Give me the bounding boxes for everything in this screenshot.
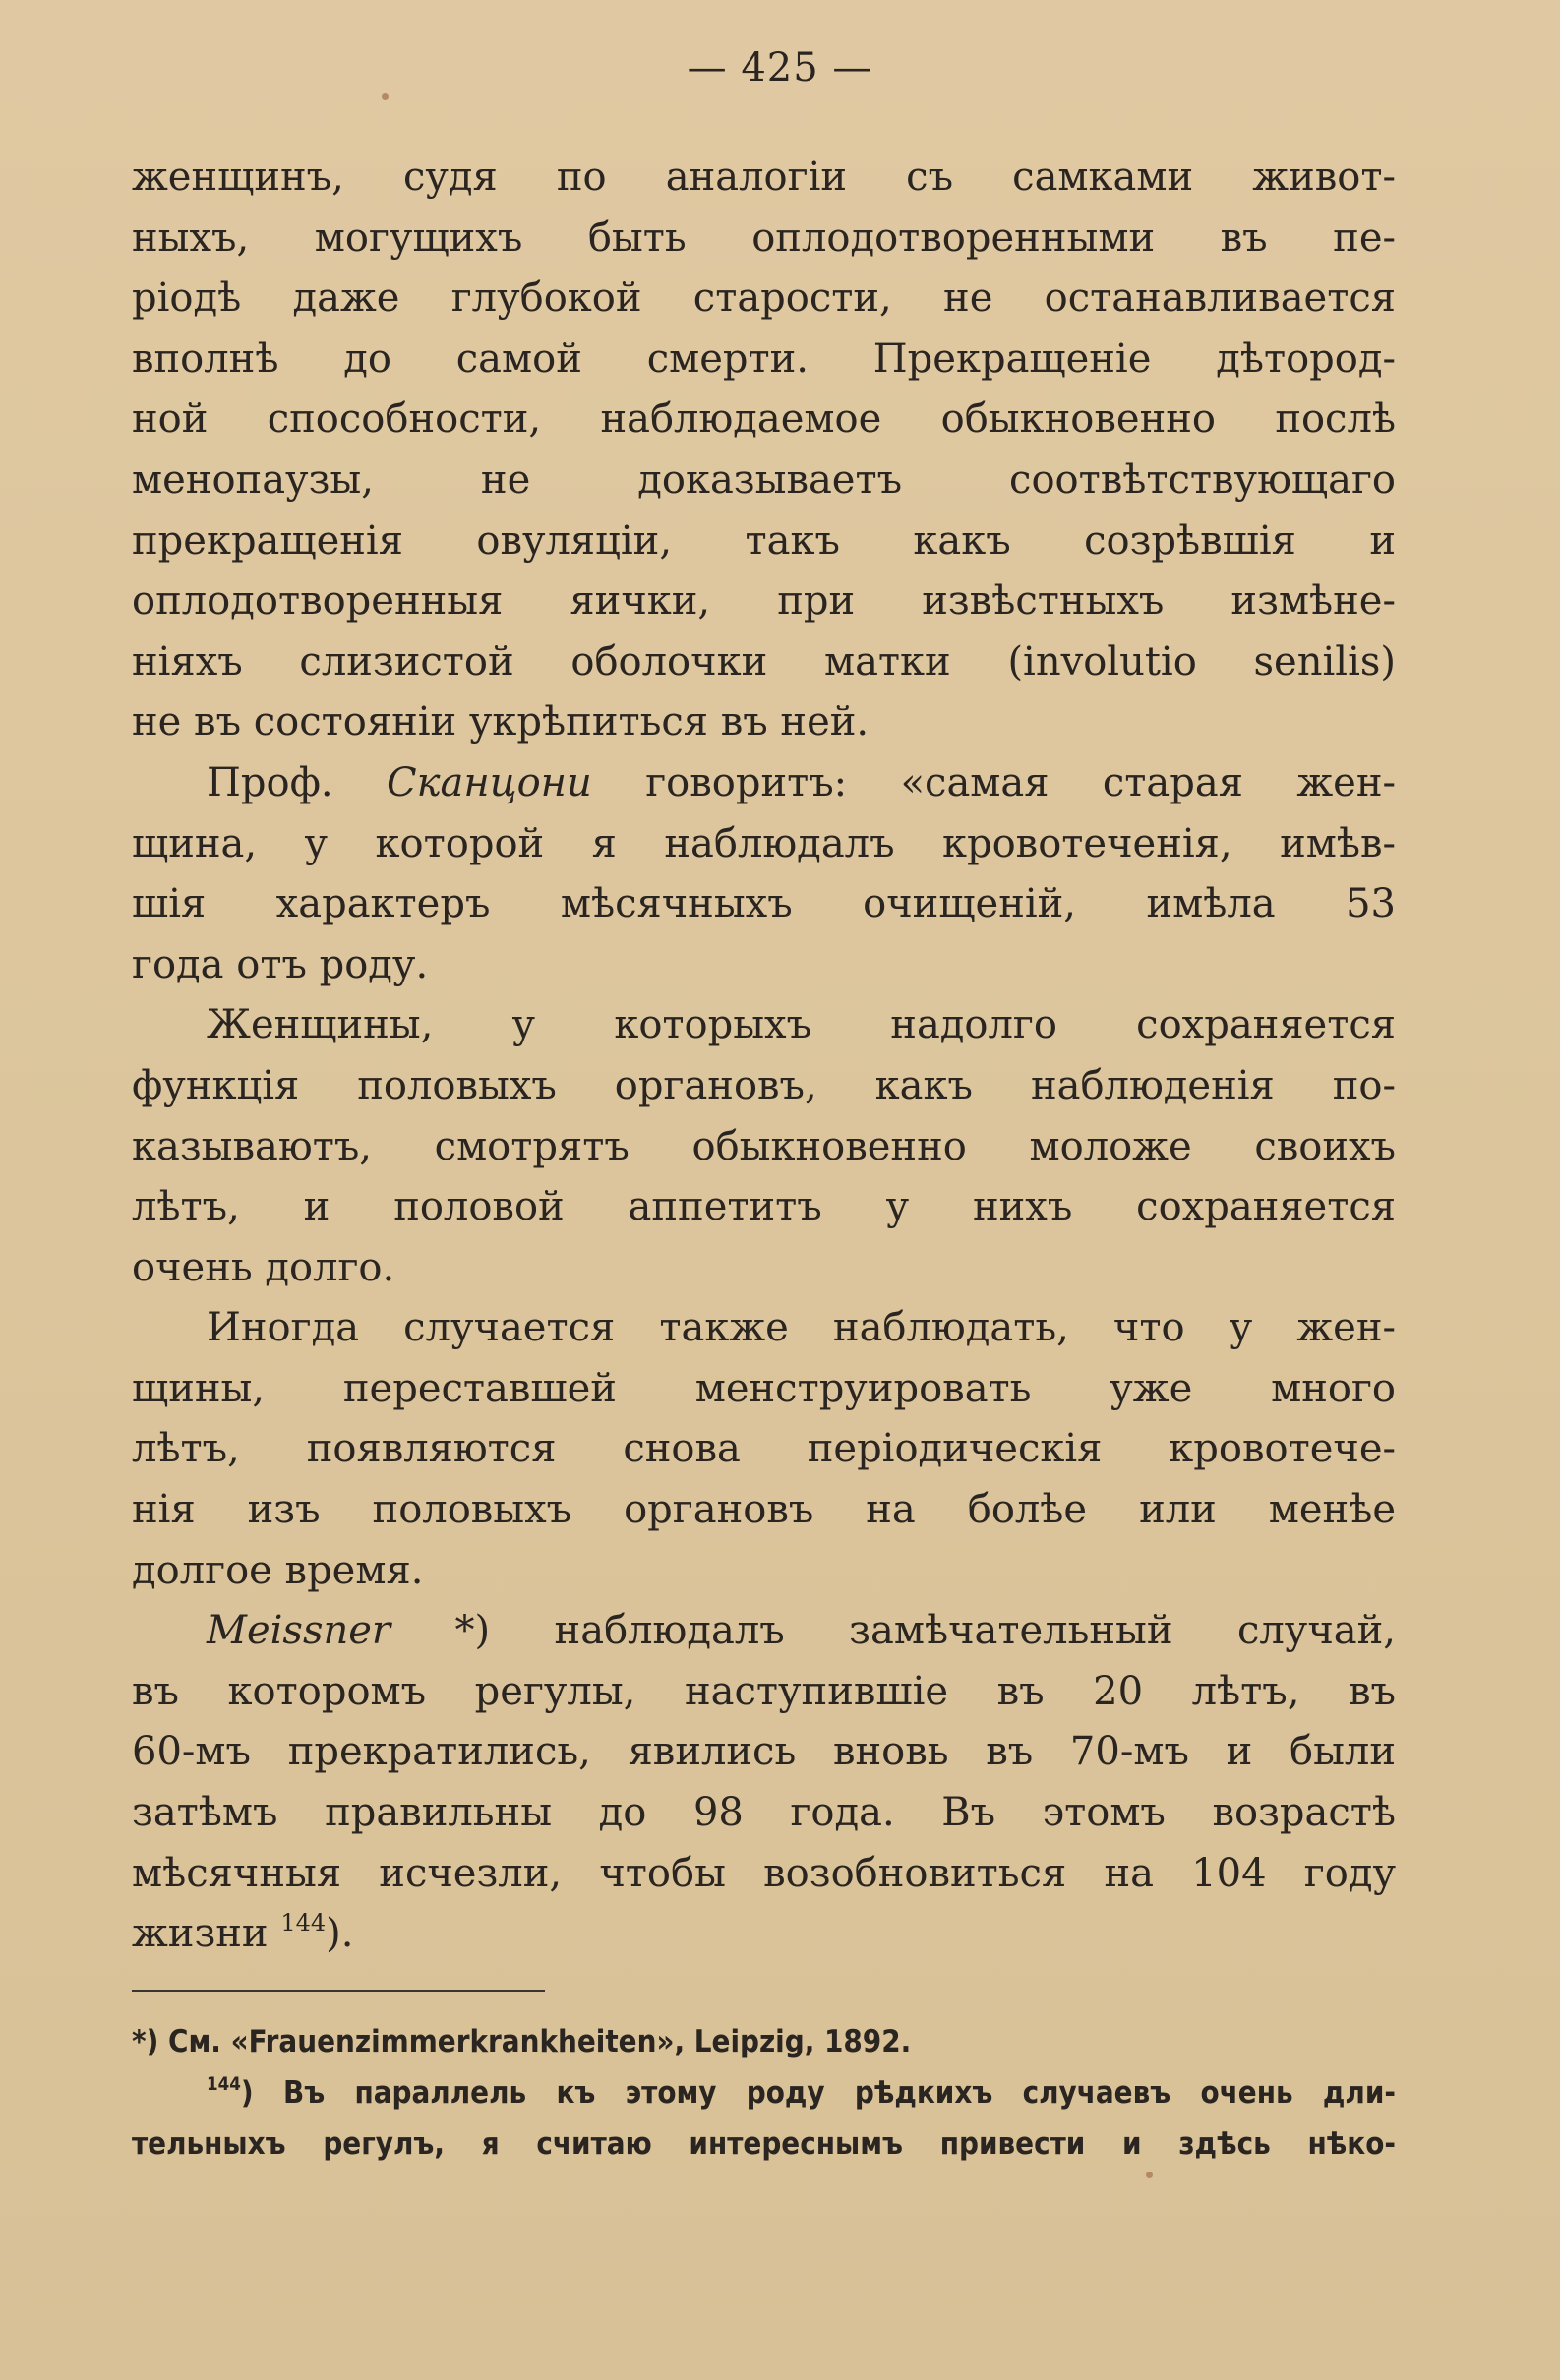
text-run: *) наблюдалъ замѣчательный случай, bbox=[390, 1608, 1396, 1654]
text-line: лѣтъ, и половой аппетитъ у нихъ сохраняется bbox=[132, 1184, 1396, 1230]
text-run: Проф. bbox=[207, 759, 387, 805]
text-line: Женщины, у которыхъ надолго сохраняется bbox=[207, 1002, 1396, 1048]
text-line: затѣмъ правильны до 98 года. Въ этомъ возрастѣ bbox=[132, 1790, 1396, 1836]
text-line bbox=[132, 1904, 1396, 1965]
text-line: щины, переставшей менструировать уже много bbox=[132, 1365, 1396, 1411]
text-line: мѣсячныя исчезли, чтобы возобновиться на 104 году bbox=[132, 1850, 1396, 1896]
footnote-marker: *) bbox=[132, 2024, 169, 2059]
footnote-text: ) Въ параллель къ этому роду рѣдкихъ случаевъ очень дли- bbox=[240, 2075, 1396, 2111]
paper-speck bbox=[1146, 2172, 1153, 2178]
text-run: ). bbox=[326, 1911, 354, 1957]
text-line: очень долго. bbox=[132, 1244, 395, 1290]
text-line: нія изъ половыхъ органовъ на болѣе или менѣе bbox=[132, 1487, 1396, 1533]
text-line: женщинъ, судя по аналогіи съ самками живот- bbox=[132, 154, 1396, 200]
footnote bbox=[132, 2016, 1396, 2067]
text-line: функція половыхъ органовъ, какъ наблюденія по- bbox=[132, 1062, 1396, 1108]
text-line bbox=[132, 1601, 1396, 1662]
text-line: Иногда случается также наблюдать, что у жен- bbox=[207, 1305, 1396, 1351]
text-line: ніяхъ слизистой оболочки матки (involutio senilis) bbox=[132, 638, 1396, 684]
body-text bbox=[132, 148, 1396, 1965]
text-line: 60-мъ прекратились, явились вновь въ 70-мъ и были bbox=[132, 1729, 1396, 1775]
text-run: жизни bbox=[132, 1911, 281, 1957]
paragraph bbox=[132, 148, 1396, 753]
text-line: казываютъ, смотрятъ обыкновенно моложе своихъ bbox=[132, 1123, 1396, 1169]
text-line: щина, у которой я наблюдалъ кровотеченія, имѣв- bbox=[132, 820, 1396, 866]
text-line: лѣтъ, появляются снова періодическія кровотече- bbox=[132, 1426, 1396, 1472]
text-line: въ которомъ регулы, наступившіе въ 20 лѣтъ, въ bbox=[132, 1668, 1396, 1714]
text-line: долгое время. bbox=[132, 1547, 424, 1593]
text-line: прекращенія овуляціи, такъ какъ созрѣвшія и bbox=[132, 517, 1396, 564]
footnotes bbox=[132, 2016, 1396, 2170]
text-line bbox=[132, 753, 1396, 814]
footnote-line: тельныхъ регулъ, я считаю интереснымъ привести и здѣсь нѣко- bbox=[132, 2126, 1396, 2162]
text-line: оплодотворенныя яички, при извѣстныхъ измѣне- bbox=[132, 578, 1396, 625]
footnote-text: См. «Frauenzimmerkrankheiten», Leipzig, 1892. bbox=[168, 2024, 912, 2059]
paragraph bbox=[132, 1298, 1396, 1601]
text-line: ріодѣ даже глубокой старости, не останавливается bbox=[132, 275, 1396, 322]
footnote-separator bbox=[132, 1990, 545, 1992]
paragraph bbox=[132, 995, 1396, 1298]
text-line: менопаузы, не доказываетъ соотвѣтствующаго bbox=[132, 456, 1396, 503]
paper-speck bbox=[382, 93, 389, 100]
paragraph bbox=[132, 753, 1396, 995]
text-run: говоритъ: «самая старая жен- bbox=[591, 759, 1396, 805]
footnote-reference: 144 bbox=[280, 1908, 327, 1936]
footnote bbox=[132, 2067, 1396, 2118]
text-line: не въ состояніи укрѣпиться въ ней. bbox=[132, 699, 870, 745]
page-number: — 425 — bbox=[687, 45, 873, 90]
text-line: года отъ роду. bbox=[132, 941, 429, 987]
author-name-italic: Meissner bbox=[207, 1608, 391, 1654]
text-line: шія характеръ мѣсячныхъ очищеній, имѣла 53 bbox=[132, 881, 1396, 927]
text-line: ной способности, наблюдаемое обыкновенно послѣ bbox=[132, 396, 1396, 443]
text-line: вполнѣ до самой смерти. Прекращеніе дѣтород- bbox=[132, 335, 1396, 382]
paragraph bbox=[132, 1601, 1396, 1965]
text-line: ныхъ, могущихъ быть оплодотворенными въ пе- bbox=[132, 214, 1396, 261]
author-name-italic: Сканцони bbox=[387, 759, 592, 805]
footnote-marker: 144 bbox=[207, 2073, 241, 2095]
